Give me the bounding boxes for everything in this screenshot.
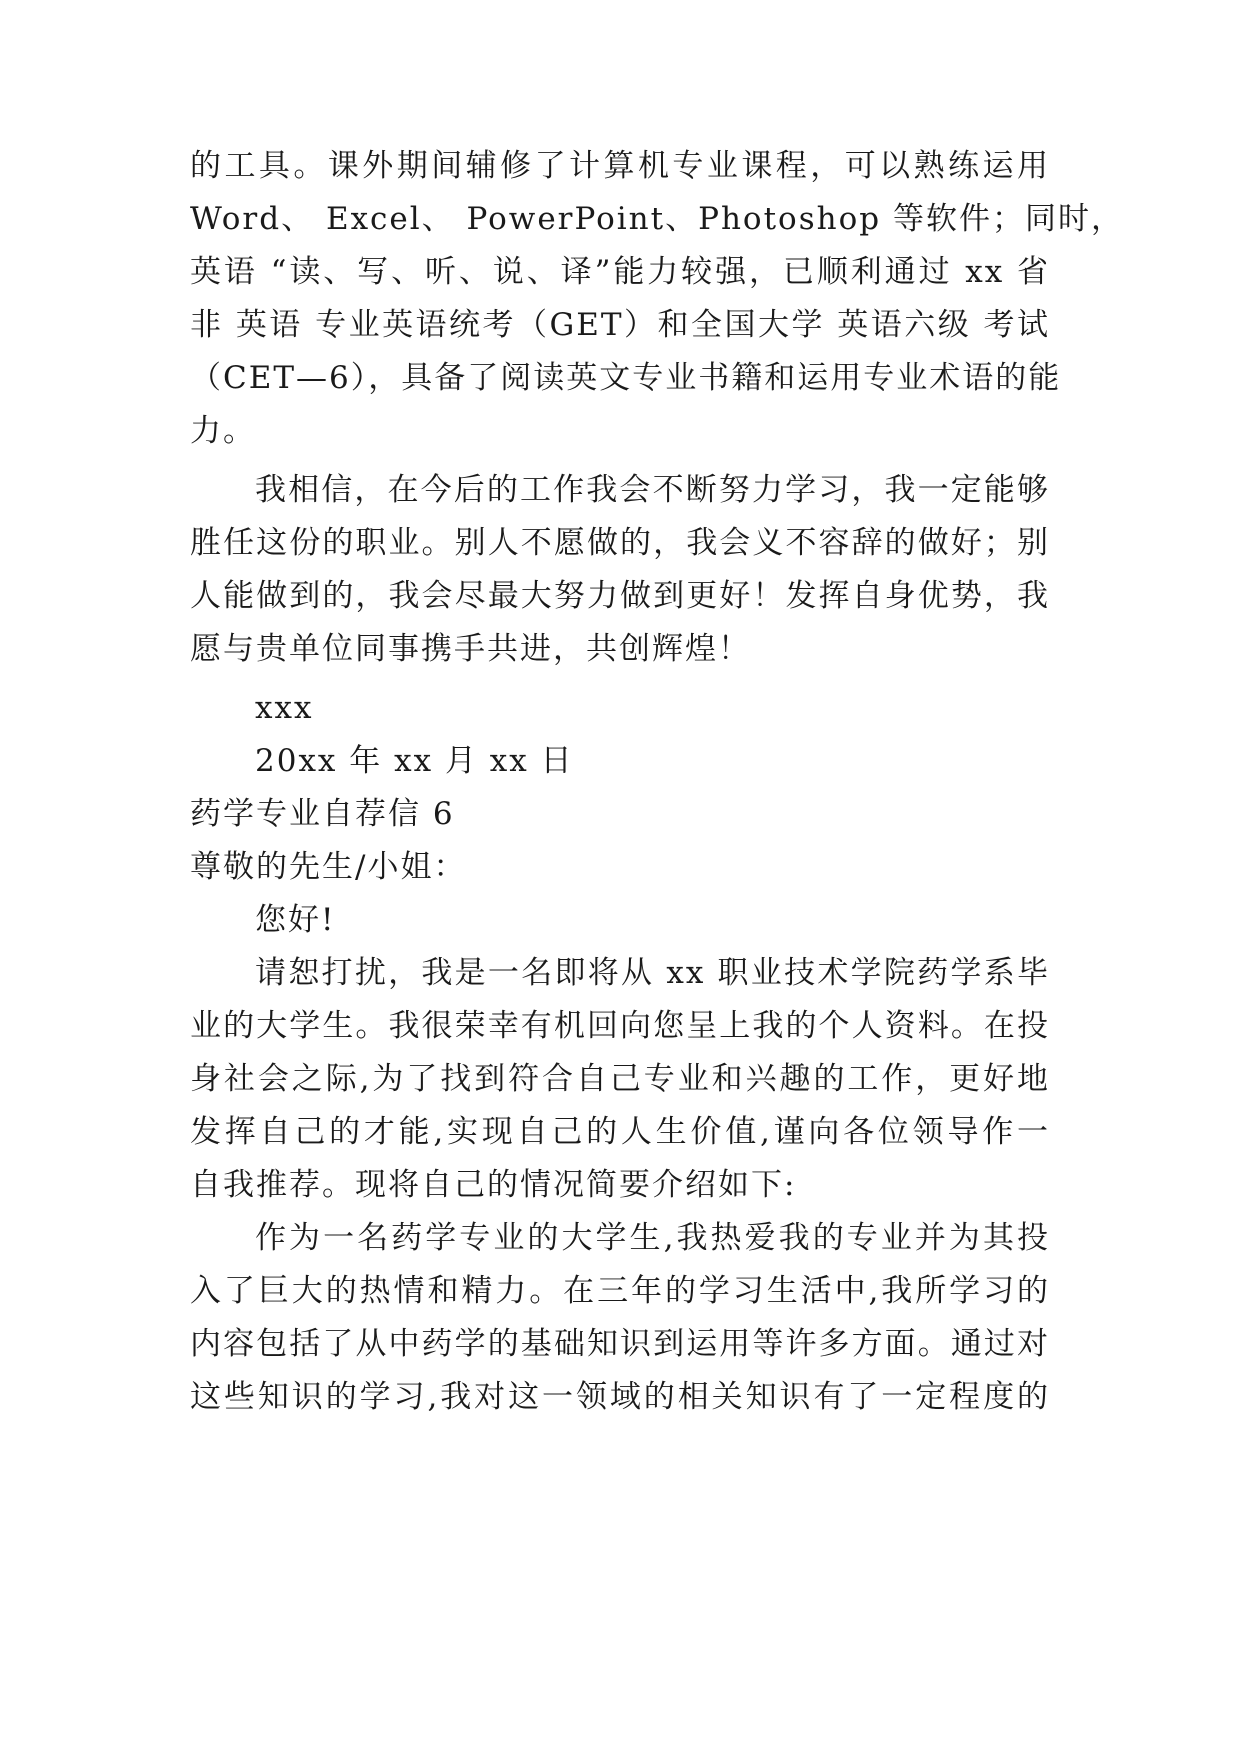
text-line: 入了巨大的热情和精力。在三年的学习生活中,我所学习的 [190, 1273, 1050, 1309]
date: 20xx 年 xx 月 xx 日 [255, 743, 574, 779]
text-line: 英语 “读、写、听、说、译”能力较强，已顺利通过 xx 省 [190, 254, 1050, 290]
text-line: 自我推荐。现将自己的情况简要介绍如下: [190, 1167, 797, 1203]
text-line: 请恕打扰，我是一名即将从 xx 职业技术学院药学系毕 [255, 955, 1050, 991]
text-line: 胜任这份的职业。别人不愿做的，我会义不容辞的做好；别 [190, 525, 1050, 561]
text-line: 内容包括了从中药学的基础知识到运用等许多方面。通过对 [190, 1326, 1050, 1362]
salutation: 尊敬的先生/小姐： [190, 849, 467, 885]
letter-title: 药学专业自荐信 6 [190, 796, 455, 832]
text-line: 力。 [190, 413, 256, 449]
text-line: 身社会之际,为了找到符合自己专业和兴趣的工作，更好地 [190, 1061, 1050, 1097]
text-line: 这些知识的学习,我对这一领域的相关知识有了一定程度的 [190, 1379, 1050, 1415]
text-line: 人能做到的，我会尽最大努力做到更好！发挥自身优势，我 [190, 578, 1050, 614]
signature: xxx [255, 690, 314, 726]
greeting: 您好! [255, 902, 336, 938]
text-line: 非 英语 专业英语统考（GET）和全国大学 英语六级 考试 [190, 307, 1050, 343]
text-line: 业的大学生。我很荣幸有机回向您呈上我的个人资料。在投 [190, 1008, 1050, 1044]
text-line: 的工具。课外期间辅修了计算机专业课程，可以熟练运用 [190, 148, 1050, 184]
text-line: 我相信，在今后的工作我会不断努力学习，我一定能够 [255, 472, 1050, 508]
text-line: 作为一名药学专业的大学生,我热爱我的专业并为其投 [255, 1220, 1050, 1256]
text-line: 愿与贵单位同事携手共进，共创辉煌！ [190, 631, 751, 667]
text-line: 发挥自己的才能,实现自己的人生价值,谨向各位领导作一 [190, 1114, 1050, 1150]
text-line: Word、 Excel、 PowerPoint、Photoshop 等软件；同时， [190, 201, 1124, 237]
text-line: （CET—6），具备了阅读英文专业书籍和运用专业术语的能 [190, 360, 1062, 396]
